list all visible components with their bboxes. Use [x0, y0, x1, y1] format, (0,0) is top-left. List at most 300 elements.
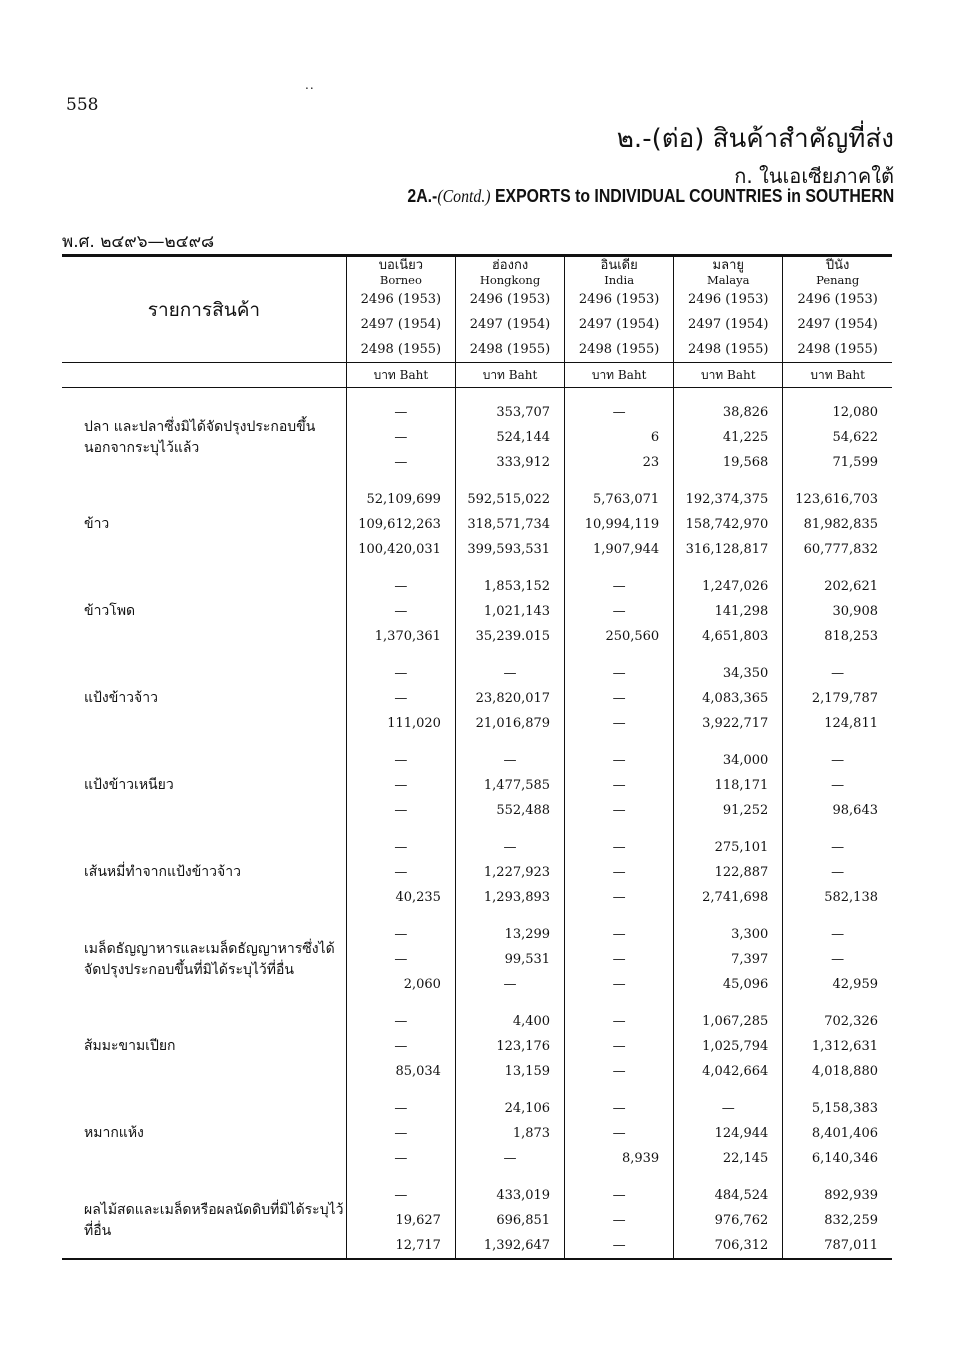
country-th: อินเดีย [600, 257, 638, 273]
value-cell: 91,252 [674, 798, 783, 823]
gap-cell [565, 649, 674, 661]
value-cell: 1,227,923 [455, 860, 564, 885]
value-cell: 6 [565, 425, 674, 450]
value-cell: — [565, 711, 674, 736]
unit-spacer [62, 363, 346, 388]
table-row [62, 1183, 892, 1208]
country-header-penang [783, 256, 892, 288]
value-cell: 484,524 [674, 1183, 783, 1208]
page-title-thai: ๒.-(ต่อ) สินค้าสำคัญที่ส่ง [616, 124, 894, 154]
value-cell: — [565, 1009, 674, 1034]
value-cell: — [783, 922, 892, 947]
value-cell: — [346, 1009, 455, 1034]
item-label: ส้มมะขามเปียก [84, 1038, 176, 1054]
value-cell: 3,922,717 [674, 711, 783, 736]
unit-label [455, 363, 564, 388]
gap-cell [783, 910, 892, 922]
table-row [62, 835, 892, 860]
unit-label [674, 363, 783, 388]
value-cell: — [565, 686, 674, 711]
value-cell: — [346, 835, 455, 860]
year-label: 2498 (1955) [565, 337, 674, 363]
group-gap [62, 475, 892, 487]
value-cell: — [783, 860, 892, 885]
value-cell: — [346, 425, 455, 450]
value-cell: — [783, 947, 892, 972]
gap-cell [565, 910, 674, 922]
value-cell: 2,060 [346, 972, 455, 997]
table-body [62, 256, 892, 1260]
item-label: ข้าว [84, 516, 110, 532]
gap-cell [455, 1171, 564, 1183]
country-en: India [604, 272, 635, 287]
value-cell: 42,959 [783, 972, 892, 997]
gap-cell [783, 388, 892, 401]
unit-english: Baht [399, 367, 429, 382]
value-cell: 24,106 [455, 1096, 564, 1121]
gap-cell [565, 1171, 674, 1183]
value-cell: 122,887 [674, 860, 783, 885]
value-cell: — [565, 835, 674, 860]
gap-cell [346, 910, 455, 922]
group-gap [62, 910, 892, 922]
value-cell: — [455, 835, 564, 860]
value-cell: 99,531 [455, 947, 564, 972]
gap-cell [565, 736, 674, 748]
value-cell: 787,011 [783, 1233, 892, 1259]
value-cell: 4,018,880 [783, 1059, 892, 1084]
gap-cell [346, 649, 455, 661]
value-cell: 1,067,285 [674, 1009, 783, 1034]
unit-english: Baht [727, 367, 756, 382]
value-cell: 38,826 [674, 400, 783, 425]
value-cell: 399,593,531 [455, 537, 564, 562]
value-cell: — [783, 773, 892, 798]
page-number: 558 [66, 95, 99, 115]
country-th: ปีนัง [825, 257, 850, 273]
gap-cell [783, 475, 892, 487]
group-gap [62, 1084, 892, 1096]
title-main: EXPORTS to INDIVIDUAL COUNTRIES in SOUTHERN [494, 186, 894, 206]
value-cell: 111,020 [346, 711, 455, 736]
gap-cell [62, 997, 346, 1009]
unit-thai: บาท [810, 367, 833, 382]
page-title-english [407, 186, 894, 207]
value-cell: 4,083,365 [674, 686, 783, 711]
value-cell: 118,171 [674, 773, 783, 798]
gap-cell [674, 1084, 783, 1096]
value-cell: — [565, 922, 674, 947]
value-cell: 6,140,346 [783, 1146, 892, 1171]
value-cell: — [346, 661, 455, 686]
gap-cell [455, 562, 564, 574]
value-cell: — [565, 860, 674, 885]
value-cell: 4,651,803 [674, 624, 783, 649]
value-cell: 12,717 [346, 1233, 455, 1259]
value-cell: 696,851 [455, 1208, 564, 1233]
value-cell: 54,622 [783, 425, 892, 450]
gap-cell [674, 1171, 783, 1183]
gap-cell [783, 823, 892, 835]
value-cell: — [674, 1096, 783, 1121]
year-range: พ.ศ. ๒๔๙๖—๒๔๙๘ [62, 232, 215, 252]
value-cell: 45,096 [674, 972, 783, 997]
value-cell: — [346, 1146, 455, 1171]
value-cell: — [565, 400, 674, 425]
value-cell: 1,025,794 [674, 1034, 783, 1059]
gap-cell [565, 562, 674, 574]
value-cell: — [783, 835, 892, 860]
gap-cell [346, 562, 455, 574]
gap-cell [565, 997, 674, 1009]
value-cell: — [565, 748, 674, 773]
value-cell: — [565, 1233, 674, 1259]
year-label: 2497 (1954) [674, 312, 783, 337]
table-row [62, 922, 892, 947]
item-label: หมากแห้ง [84, 1125, 144, 1141]
value-cell: — [565, 947, 674, 972]
unit-thai: บาท [700, 367, 724, 382]
value-cell: — [455, 1146, 564, 1171]
value-cell: 60,777,832 [783, 537, 892, 562]
item-label: ปลา และปลาซึ่งมิได้จัดปรุงประกอบขึ้นนอกจากระบุไว้แล้ว [84, 418, 316, 456]
gap-cell [674, 736, 783, 748]
item-column-header: รายการสินค้า [62, 256, 346, 363]
value-cell: — [783, 661, 892, 686]
gap-cell [674, 997, 783, 1009]
value-cell: 124,944 [674, 1121, 783, 1146]
gap-cell [783, 1171, 892, 1183]
value-cell: — [565, 1096, 674, 1121]
value-cell: 318,571,734 [455, 512, 564, 537]
gap-cell [674, 649, 783, 661]
gap-cell [783, 736, 892, 748]
gap-cell [62, 475, 346, 487]
unit-row [62, 363, 892, 388]
country-en: Hongkong [479, 272, 541, 287]
unit-english: Baht [508, 367, 538, 382]
gap-cell [455, 736, 564, 748]
value-cell: 4,400 [455, 1009, 564, 1034]
value-cell: 81,982,835 [783, 512, 892, 537]
value-cell: — [346, 947, 455, 972]
value-cell: 706,312 [674, 1233, 783, 1259]
value-cell: — [346, 599, 455, 624]
gap-cell [62, 823, 346, 835]
value-cell: 1,392,647 [455, 1233, 564, 1259]
gap-cell [455, 997, 564, 1009]
value-cell: 10,994,119 [565, 512, 674, 537]
year-label: 2496 (1953) [783, 287, 892, 312]
unit-label [565, 363, 674, 388]
value-cell: 21,016,879 [455, 711, 564, 736]
value-cell: 158,742,970 [674, 512, 783, 537]
value-cell: — [783, 748, 892, 773]
value-cell: 85,034 [346, 1059, 455, 1084]
value-cell: 1,370,361 [346, 624, 455, 649]
gap-cell [455, 823, 564, 835]
gap-cell [346, 388, 455, 401]
value-cell: 202,621 [783, 574, 892, 599]
value-cell: 592,515,022 [455, 487, 564, 512]
value-cell: 123,176 [455, 1034, 564, 1059]
scan-dots: .. [305, 78, 315, 92]
value-cell: 52,109,699 [346, 487, 455, 512]
table-row [62, 487, 892, 512]
gap-cell [62, 1084, 346, 1096]
country-header-hongkong [455, 256, 564, 288]
value-cell: 4,042,664 [674, 1059, 783, 1084]
year-label: 2498 (1955) [783, 337, 892, 363]
value-cell: 433,019 [455, 1183, 564, 1208]
country-en: Malaya [707, 272, 750, 287]
group-gap [62, 736, 892, 748]
value-cell: — [455, 972, 564, 997]
value-cell: 1,873 [455, 1121, 564, 1146]
value-cell: — [346, 798, 455, 823]
gap-cell [62, 649, 346, 661]
value-cell: — [565, 1034, 674, 1059]
value-cell: 275,101 [674, 835, 783, 860]
value-cell: 333,912 [455, 450, 564, 475]
value-cell: 123,616,703 [783, 487, 892, 512]
gap-cell [783, 649, 892, 661]
unit-label [346, 363, 455, 388]
gap-cell [346, 1084, 455, 1096]
year-label: 2498 (1955) [455, 337, 564, 363]
year-label: 2497 (1954) [783, 312, 892, 337]
table-row [62, 748, 892, 773]
title-contd: (Contd.) [437, 186, 491, 206]
gap-cell [565, 475, 674, 487]
value-cell: — [346, 1183, 455, 1208]
value-cell: 552,488 [455, 798, 564, 823]
country-th: มลายู [712, 257, 744, 273]
group-gap [62, 649, 892, 661]
value-cell: 23,820,017 [455, 686, 564, 711]
value-cell: — [565, 574, 674, 599]
value-cell: 100,420,031 [346, 537, 455, 562]
value-cell: 3,300 [674, 922, 783, 947]
value-cell: 1,293,893 [455, 885, 564, 910]
gap-cell [455, 649, 564, 661]
group-gap [62, 562, 892, 574]
value-cell: 2,741,698 [674, 885, 783, 910]
gap-cell [565, 823, 674, 835]
value-cell: 976,762 [674, 1208, 783, 1233]
year-label: 2496 (1953) [346, 287, 455, 312]
value-cell: 818,253 [783, 624, 892, 649]
value-cell: — [565, 773, 674, 798]
value-cell: — [346, 1121, 455, 1146]
value-cell: — [346, 922, 455, 947]
value-cell: — [565, 1208, 674, 1233]
gap-cell [783, 562, 892, 574]
exports-table [62, 254, 892, 1260]
value-cell: — [346, 574, 455, 599]
value-cell: 34,350 [674, 661, 783, 686]
country-en: Penang [816, 272, 860, 287]
year-label: 2496 (1953) [674, 287, 783, 312]
value-cell: 892,939 [783, 1183, 892, 1208]
gap-cell [455, 388, 564, 401]
year-label: 2498 (1955) [346, 337, 455, 363]
country-header-malaya [674, 256, 783, 288]
group-gap [62, 388, 892, 401]
value-cell: 13,159 [455, 1059, 564, 1084]
value-cell: — [346, 748, 455, 773]
unit-thai: บาท [591, 367, 615, 382]
gap-cell [62, 736, 346, 748]
value-cell: 5,158,383 [783, 1096, 892, 1121]
value-cell: 832,259 [783, 1208, 892, 1233]
value-cell: 702,326 [783, 1009, 892, 1034]
value-cell: 250,560 [565, 624, 674, 649]
value-cell: 524,144 [455, 425, 564, 450]
value-cell: — [455, 748, 564, 773]
value-cell: 124,811 [783, 711, 892, 736]
table-row [62, 400, 892, 425]
unit-thai: บาท [373, 367, 396, 382]
value-cell: 8,401,406 [783, 1121, 892, 1146]
value-cell: 1,853,152 [455, 574, 564, 599]
item-label: แป้งข้าวจ้าว [84, 690, 158, 706]
gap-cell [674, 388, 783, 401]
item-label: ผลไม้สดและเมล็ดหรือผลนัดดิบที่มิได้ระบุไว้ที่อื่น [84, 1201, 344, 1239]
item-label: เมล็ดธัญญาหารและเมล็ดธัญญาหารซึ่งได้จัดปรุงประกอบขึ้นที่มิได้ระบุไว้ที่อื่น [84, 940, 335, 978]
table-bottom-rule [62, 1259, 892, 1260]
gap-cell [565, 388, 674, 401]
table-row [62, 1009, 892, 1034]
value-cell: 2,179,787 [783, 686, 892, 711]
gap-cell [62, 388, 346, 401]
bottom-rule [62, 1259, 892, 1260]
value-cell: — [455, 661, 564, 686]
value-cell: — [565, 1059, 674, 1084]
country-en: Borneo [379, 272, 422, 287]
value-cell: 40,235 [346, 885, 455, 910]
unit-english: Baht [617, 367, 647, 382]
unit-label [783, 363, 892, 388]
gap-cell [62, 1171, 346, 1183]
value-cell: 316,128,817 [674, 537, 783, 562]
country-header-india [565, 256, 674, 288]
year-label: 2498 (1955) [674, 337, 783, 363]
gap-cell [346, 736, 455, 748]
value-cell: — [565, 885, 674, 910]
value-cell: 30,908 [783, 599, 892, 624]
value-cell: 22,145 [674, 1146, 783, 1171]
value-cell: 98,643 [783, 798, 892, 823]
page-subtitle-thai: ก. ในเอเซียภาคใต้ [734, 164, 894, 188]
gap-cell [783, 1084, 892, 1096]
table-row [62, 1096, 892, 1121]
item-label: แป้งข้าวเหนียว [84, 777, 174, 793]
value-cell: 1,312,631 [783, 1034, 892, 1059]
value-cell: — [346, 860, 455, 885]
value-cell: — [565, 599, 674, 624]
value-cell: — [346, 1034, 455, 1059]
value-cell: 353,707 [455, 400, 564, 425]
gap-cell [62, 562, 346, 574]
gap-cell [346, 475, 455, 487]
value-cell: 109,612,263 [346, 512, 455, 537]
country-header-borneo [346, 256, 455, 288]
value-cell: — [346, 1096, 455, 1121]
value-cell: — [346, 450, 455, 475]
gap-cell [346, 1171, 455, 1183]
gap-cell [565, 1084, 674, 1096]
value-cell: 35,239.015 [455, 624, 564, 649]
value-cell: 1,247,026 [674, 574, 783, 599]
group-gap [62, 997, 892, 1009]
value-cell: 71,599 [783, 450, 892, 475]
country-th: บอเนียว [378, 257, 424, 273]
group-gap [62, 823, 892, 835]
gap-cell [674, 562, 783, 574]
group-gap [62, 1171, 892, 1183]
value-cell: 8,939 [565, 1146, 674, 1171]
gap-cell [674, 475, 783, 487]
value-cell: — [565, 1121, 674, 1146]
gap-cell [783, 997, 892, 1009]
value-cell: 19,627 [346, 1208, 455, 1233]
gap-cell [674, 823, 783, 835]
item-label: เส้นหมี่ทำจากแป้งข้าวจ้าว [84, 864, 241, 880]
gap-cell [455, 1084, 564, 1096]
title-prefix: 2A.- [407, 186, 438, 206]
value-cell: — [346, 686, 455, 711]
header-country-row [62, 256, 892, 288]
value-cell: 5,763,071 [565, 487, 674, 512]
item-label: ข้าวโพด [84, 603, 136, 619]
table-row [62, 661, 892, 686]
gap-cell [455, 910, 564, 922]
value-cell: 12,080 [783, 400, 892, 425]
year-label: 2496 (1953) [455, 287, 564, 312]
gap-cell [346, 823, 455, 835]
unit-thai: บาท [482, 367, 505, 382]
value-cell: 141,298 [674, 599, 783, 624]
year-label: 2497 (1954) [565, 312, 674, 337]
value-cell: 582,138 [783, 885, 892, 910]
gap-cell [674, 910, 783, 922]
value-cell: 1,907,944 [565, 537, 674, 562]
gap-cell [455, 475, 564, 487]
value-cell: 41,225 [674, 425, 783, 450]
value-cell: — [346, 400, 455, 425]
value-cell: 1,477,585 [455, 773, 564, 798]
value-cell: — [565, 972, 674, 997]
value-cell: — [565, 661, 674, 686]
year-label: 2497 (1954) [455, 312, 564, 337]
value-cell: — [346, 773, 455, 798]
year-label: 2497 (1954) [346, 312, 455, 337]
value-cell: 19,568 [674, 450, 783, 475]
value-cell: — [565, 798, 674, 823]
country-th: ฮ่องกง [491, 257, 529, 273]
value-cell: — [565, 1183, 674, 1208]
value-cell: 1,021,143 [455, 599, 564, 624]
unit-english: Baht [836, 367, 865, 382]
value-cell: 192,374,375 [674, 487, 783, 512]
year-label: 2496 (1953) [565, 287, 674, 312]
value-cell: 13,299 [455, 922, 564, 947]
gap-cell [62, 910, 346, 922]
value-cell: 34,000 [674, 748, 783, 773]
value-cell: 23 [565, 450, 674, 475]
value-cell: 7,397 [674, 947, 783, 972]
